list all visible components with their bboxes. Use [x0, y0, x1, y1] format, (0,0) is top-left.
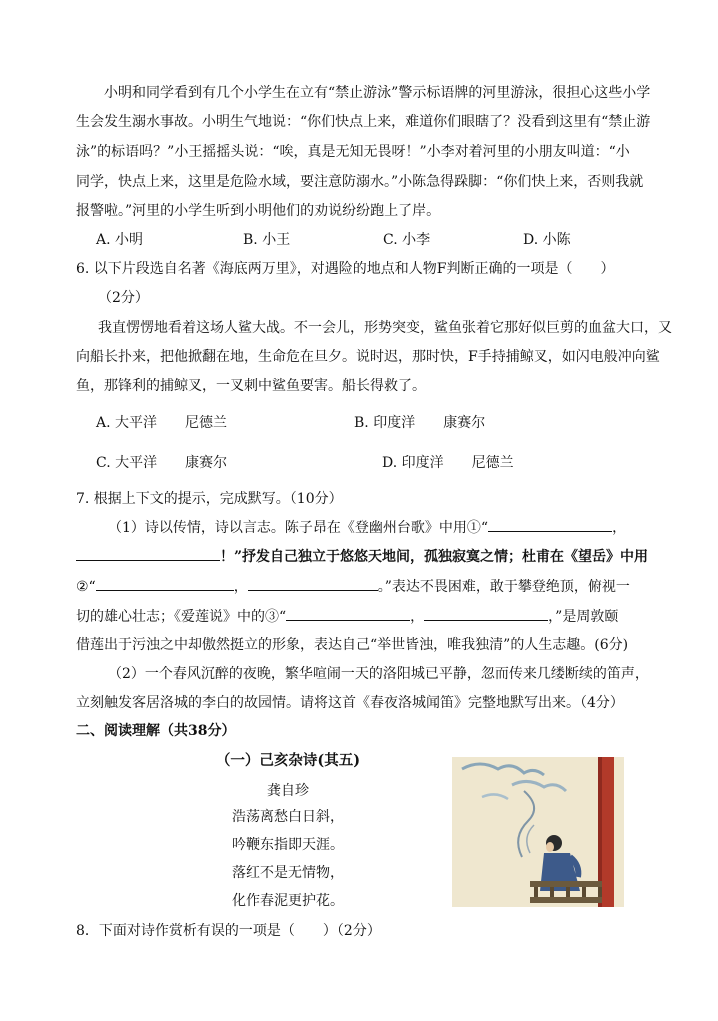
q5-option-b: B. 小王 [243, 232, 291, 248]
q6-stem: 6. 以下片段选自名著《海底两万里》，对遇险的地点和人物F判断正确的一项是（ ） [76, 261, 615, 277]
q7-text-3b: ， [233, 579, 248, 595]
q7-text-1a: （1）诗以传情，诗以言志。陈子昂在《登幽州台歌》中用①“ [108, 520, 489, 536]
answer-blank-5[interactable] [286, 606, 410, 621]
answer-blank-1[interactable] [488, 517, 612, 532]
q7-text-3a: ②“ [76, 579, 96, 595]
poem-line-3: 落红不是无情物， [232, 865, 344, 881]
q7-text-4a: 切的雄心壮志；《爱莲说》中的③“ [76, 609, 287, 625]
q7-text-4c: ，”是周敦颐 [548, 609, 619, 625]
q7-stem: 7. 根据上下文的提示，完成默写。（10分） [76, 491, 343, 507]
q6-score: （2分） [98, 290, 149, 306]
q7-line-7: 立刻触发客居洛城的李白的故园情。请将这首《春夜洛城闻笛》完整地默写出来。（4分） [76, 695, 624, 711]
story-line-5: 报警啦。”河里的小学生听到小明他们的劝说纷纷跑上了岸。 [76, 203, 441, 219]
q6-option-a: A. 大平洋 尼德兰 [96, 415, 228, 431]
q6-passage-3: 鱼，那锋利的捕鲸叉，一叉刺中鲨鱼要害。船长得救了。 [76, 378, 426, 394]
q7-line-5: 借莲出于污浊之中却傲然挺立的形象，表达自己“举世皆浊，唯我独清”的人生志趣。(6分) [76, 637, 629, 653]
story-line-4: 同学，快点上来，这里是危险水域，要注意防溺水。”小陈急得跺脚：“你们快上来，否则我就 [76, 174, 644, 190]
poem-title: （一）己亥杂诗(其五) [215, 752, 361, 769]
q7-line-2 [76, 546, 648, 566]
q7-text-1b: ， [612, 520, 627, 536]
q5-option-a: A. 小明 [96, 232, 144, 248]
poem-line-2: 吟鞭东指即天涯。 [232, 837, 344, 853]
q5-option-c: C. 小李 [383, 232, 431, 248]
q7-text-2a: ！”抒发自己独立于悠悠天地间，孤独寂寞之情；杜甫在《望岳》中用 [220, 549, 649, 565]
q7-text-3c: 。”表达不畏困难，敢于攀登绝顶，俯视一 [377, 579, 630, 595]
q6-option-d: D. 印度洋 尼德兰 [382, 455, 514, 471]
section-heading: 二、阅读理解（共38分） [76, 723, 236, 739]
poet-illustration-icon [452, 757, 624, 907]
poem-line-1: 浩荡离愁白日斜， [232, 809, 344, 825]
answer-blank-3[interactable] [96, 576, 234, 591]
answer-blank-2[interactable] [76, 546, 220, 561]
story-line-3: 泳”的标语吗？”小王摇摇头说：“唉，真是无知无畏呀！”小李对着河里的小朋友叫道：“小 [76, 144, 630, 160]
q6-passage-2: 向船长扑来，把他掀翻在地，生命危在旦夕。说时迟，那时快，F手持捕鲸叉，如闪电般冲向鲨 [76, 349, 660, 365]
poem-line-4: 化作春泥更护花。 [232, 893, 344, 909]
q7-line-3 [76, 576, 630, 596]
answer-blank-6[interactable] [424, 606, 548, 621]
answer-blank-4[interactable] [248, 576, 378, 591]
q8-stem: 8．下面对诗作赏析有误的一项是（ ）（2分） [76, 923, 381, 939]
story-line-1: 小明和同学看到有几个小学生在立有“禁止游泳”警示标语牌的河里游泳，很担心这些小学 [104, 85, 651, 101]
q7-line-1 [108, 517, 626, 537]
q5-option-d: D. 小陈 [523, 232, 571, 248]
q6-passage-1: 我直愣愣地看着这场人鲨大战。不一会儿，形势突变，鲨鱼张着它那好似巨剪的血盆大口，又 [98, 320, 672, 336]
q6-option-c: C. 大平洋 康赛尔 [96, 455, 228, 471]
poet-illustration [452, 757, 624, 907]
story-line-2: 生会发生溺水事故。小明生气地说：“你们快点上来，难道你们眼瞎了？没看到这里有“禁止游 [76, 114, 651, 130]
q6-option-b: B. 印度洋 康赛尔 [354, 415, 486, 431]
poem-author: 龚自珍 [267, 783, 309, 799]
q7-line-4 [76, 606, 618, 626]
q7-line-6: （2）一个春风沉醉的夜晚，繁华喧闹一天的洛阳城已平静，忽而传来几缕断续的笛声， [108, 666, 649, 682]
q7-text-4b: ， [410, 609, 425, 625]
